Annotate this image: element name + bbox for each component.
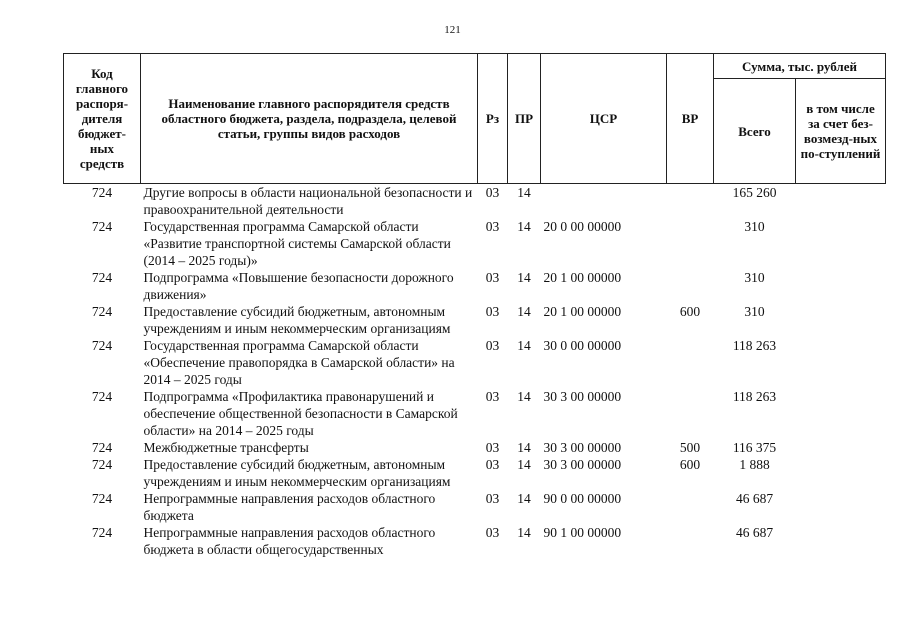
row-free xyxy=(796,439,886,456)
row-total: 1 888 xyxy=(739,457,770,472)
row-vr: 600 xyxy=(679,457,701,472)
row-rz: 03 xyxy=(485,304,500,319)
row-total: 310 xyxy=(744,219,765,234)
row-csr: 30 3 00 00000 xyxy=(543,389,622,404)
row-code: 724 xyxy=(91,491,113,506)
row-csr xyxy=(541,184,667,219)
header-free: в том числе за счет без-возмезд-ных по-ступлений xyxy=(796,79,886,184)
row-name: Подпрограмма «Профилактика правонарушений и обеспечение общественной безопасности в Самарской области» на 2014 – 2025 годы xyxy=(143,389,458,438)
row-name: Предоставление субсидий бюджетным, автономным учреждениям и иным некоммерческим организациям xyxy=(143,457,451,489)
row-csr: 90 1 00 00000 xyxy=(543,525,622,540)
row-free xyxy=(796,490,886,524)
header-csr: ЦСР xyxy=(541,54,667,184)
row-code: 724 xyxy=(91,338,113,353)
row-rz: 03 xyxy=(485,338,500,353)
row-free xyxy=(796,524,886,558)
row-total: 310 xyxy=(744,270,765,285)
table-row xyxy=(64,439,886,456)
row-vr xyxy=(667,184,714,219)
row-name: Межбюджетные трансферты xyxy=(143,440,309,455)
row-csr: 20 1 00 00000 xyxy=(543,270,622,285)
row-pr: 14 xyxy=(517,185,531,200)
row-vr xyxy=(667,524,714,558)
row-total: 118 263 xyxy=(732,338,777,353)
row-name: Государственная программа Самарской области «Обеспечение правопорядка в Самарской области» на 2014 – 2025 годы xyxy=(143,338,455,387)
header-code: Код главного распоря-дителя бюджет-ных средств xyxy=(64,54,141,184)
table-row xyxy=(64,337,886,388)
row-rz: 03 xyxy=(485,219,500,234)
table-row xyxy=(64,524,886,558)
row-pr: 14 xyxy=(517,389,531,404)
row-free xyxy=(796,269,886,303)
row-vr: 500 xyxy=(679,440,701,455)
header-rz: Рз xyxy=(478,54,508,184)
row-name: Подпрограмма «Повышение безопасности дорожного движения» xyxy=(143,270,454,302)
row-pr: 14 xyxy=(517,491,531,506)
row-total: 46 687 xyxy=(735,491,774,506)
row-free xyxy=(796,456,886,490)
row-csr: 30 0 00 00000 xyxy=(543,338,622,353)
table-row xyxy=(64,388,886,439)
row-free xyxy=(796,388,886,439)
row-name: Предоставление субсидий бюджетным, автономным учреждениям и иным некоммерческим организациям xyxy=(143,304,451,336)
row-name: Непрограммные направления расходов областного бюджета в области общегосударственных xyxy=(143,525,436,557)
table-row xyxy=(64,218,886,269)
row-total: 118 263 xyxy=(732,389,777,404)
row-total: 46 687 xyxy=(735,525,774,540)
row-rz: 03 xyxy=(485,185,500,200)
row-free xyxy=(796,337,886,388)
row-free xyxy=(796,184,886,219)
table-row xyxy=(64,184,886,219)
row-code: 724 xyxy=(91,219,113,234)
row-vr xyxy=(667,218,714,269)
row-csr: 30 3 00 00000 xyxy=(543,440,622,455)
row-rz: 03 xyxy=(485,270,500,285)
row-csr: 20 0 00 00000 xyxy=(543,219,622,234)
row-pr: 14 xyxy=(517,304,531,319)
row-csr: 90 0 00 00000 xyxy=(543,491,622,506)
header-pr: ПР xyxy=(508,54,541,184)
row-rz: 03 xyxy=(485,440,500,455)
row-code: 724 xyxy=(91,457,113,472)
row-rz: 03 xyxy=(485,491,500,506)
row-total: 116 375 xyxy=(732,440,777,455)
row-pr: 14 xyxy=(517,219,531,234)
row-code: 724 xyxy=(91,525,113,540)
row-name: Другие вопросы в области национальной безопасности и правоохранительной деятельности xyxy=(143,185,473,217)
table-header xyxy=(64,54,886,184)
row-pr: 14 xyxy=(517,338,531,353)
table-row xyxy=(64,490,886,524)
row-free xyxy=(796,218,886,269)
row-rz: 03 xyxy=(485,457,500,472)
table-row xyxy=(64,456,886,490)
table-row xyxy=(64,269,886,303)
row-total: 165 260 xyxy=(732,185,777,200)
page-number: 121 xyxy=(444,24,461,36)
row-code: 724 xyxy=(91,270,113,285)
row-name: Государственная программа Самарской области «Развитие транспортной системы Самарской области (2014 – 2025 годы)» xyxy=(143,219,451,268)
table-body xyxy=(64,184,886,559)
row-rz: 03 xyxy=(485,525,500,540)
row-csr: 20 1 00 00000 xyxy=(543,304,622,319)
row-vr xyxy=(667,490,714,524)
row-code: 724 xyxy=(91,185,113,200)
row-pr: 14 xyxy=(517,457,531,472)
header-sum: Сумма, тыс. рублей xyxy=(714,54,886,79)
row-rz: 03 xyxy=(485,389,500,404)
row-pr: 14 xyxy=(517,525,531,540)
header-vr: ВР xyxy=(667,54,714,184)
header-name: Наименование главного распорядителя средств областного бюджета, раздела, подраздела, целевой статьи, группы видов расходов xyxy=(141,54,478,184)
row-code: 724 xyxy=(91,389,113,404)
header-total: Всего xyxy=(714,79,796,184)
row-code: 724 xyxy=(91,304,113,319)
row-vr: 600 xyxy=(679,304,701,319)
row-free xyxy=(796,303,886,337)
row-vr xyxy=(667,388,714,439)
budget-table xyxy=(63,53,886,558)
row-vr xyxy=(667,269,714,303)
row-pr: 14 xyxy=(517,440,531,455)
row-pr: 14 xyxy=(517,270,531,285)
table-row xyxy=(64,303,886,337)
row-vr xyxy=(667,337,714,388)
row-total: 310 xyxy=(744,304,765,319)
row-csr: 30 3 00 00000 xyxy=(543,457,622,472)
row-code: 724 xyxy=(91,440,113,455)
row-name: Непрограммные направления расходов областного бюджета xyxy=(143,491,436,523)
